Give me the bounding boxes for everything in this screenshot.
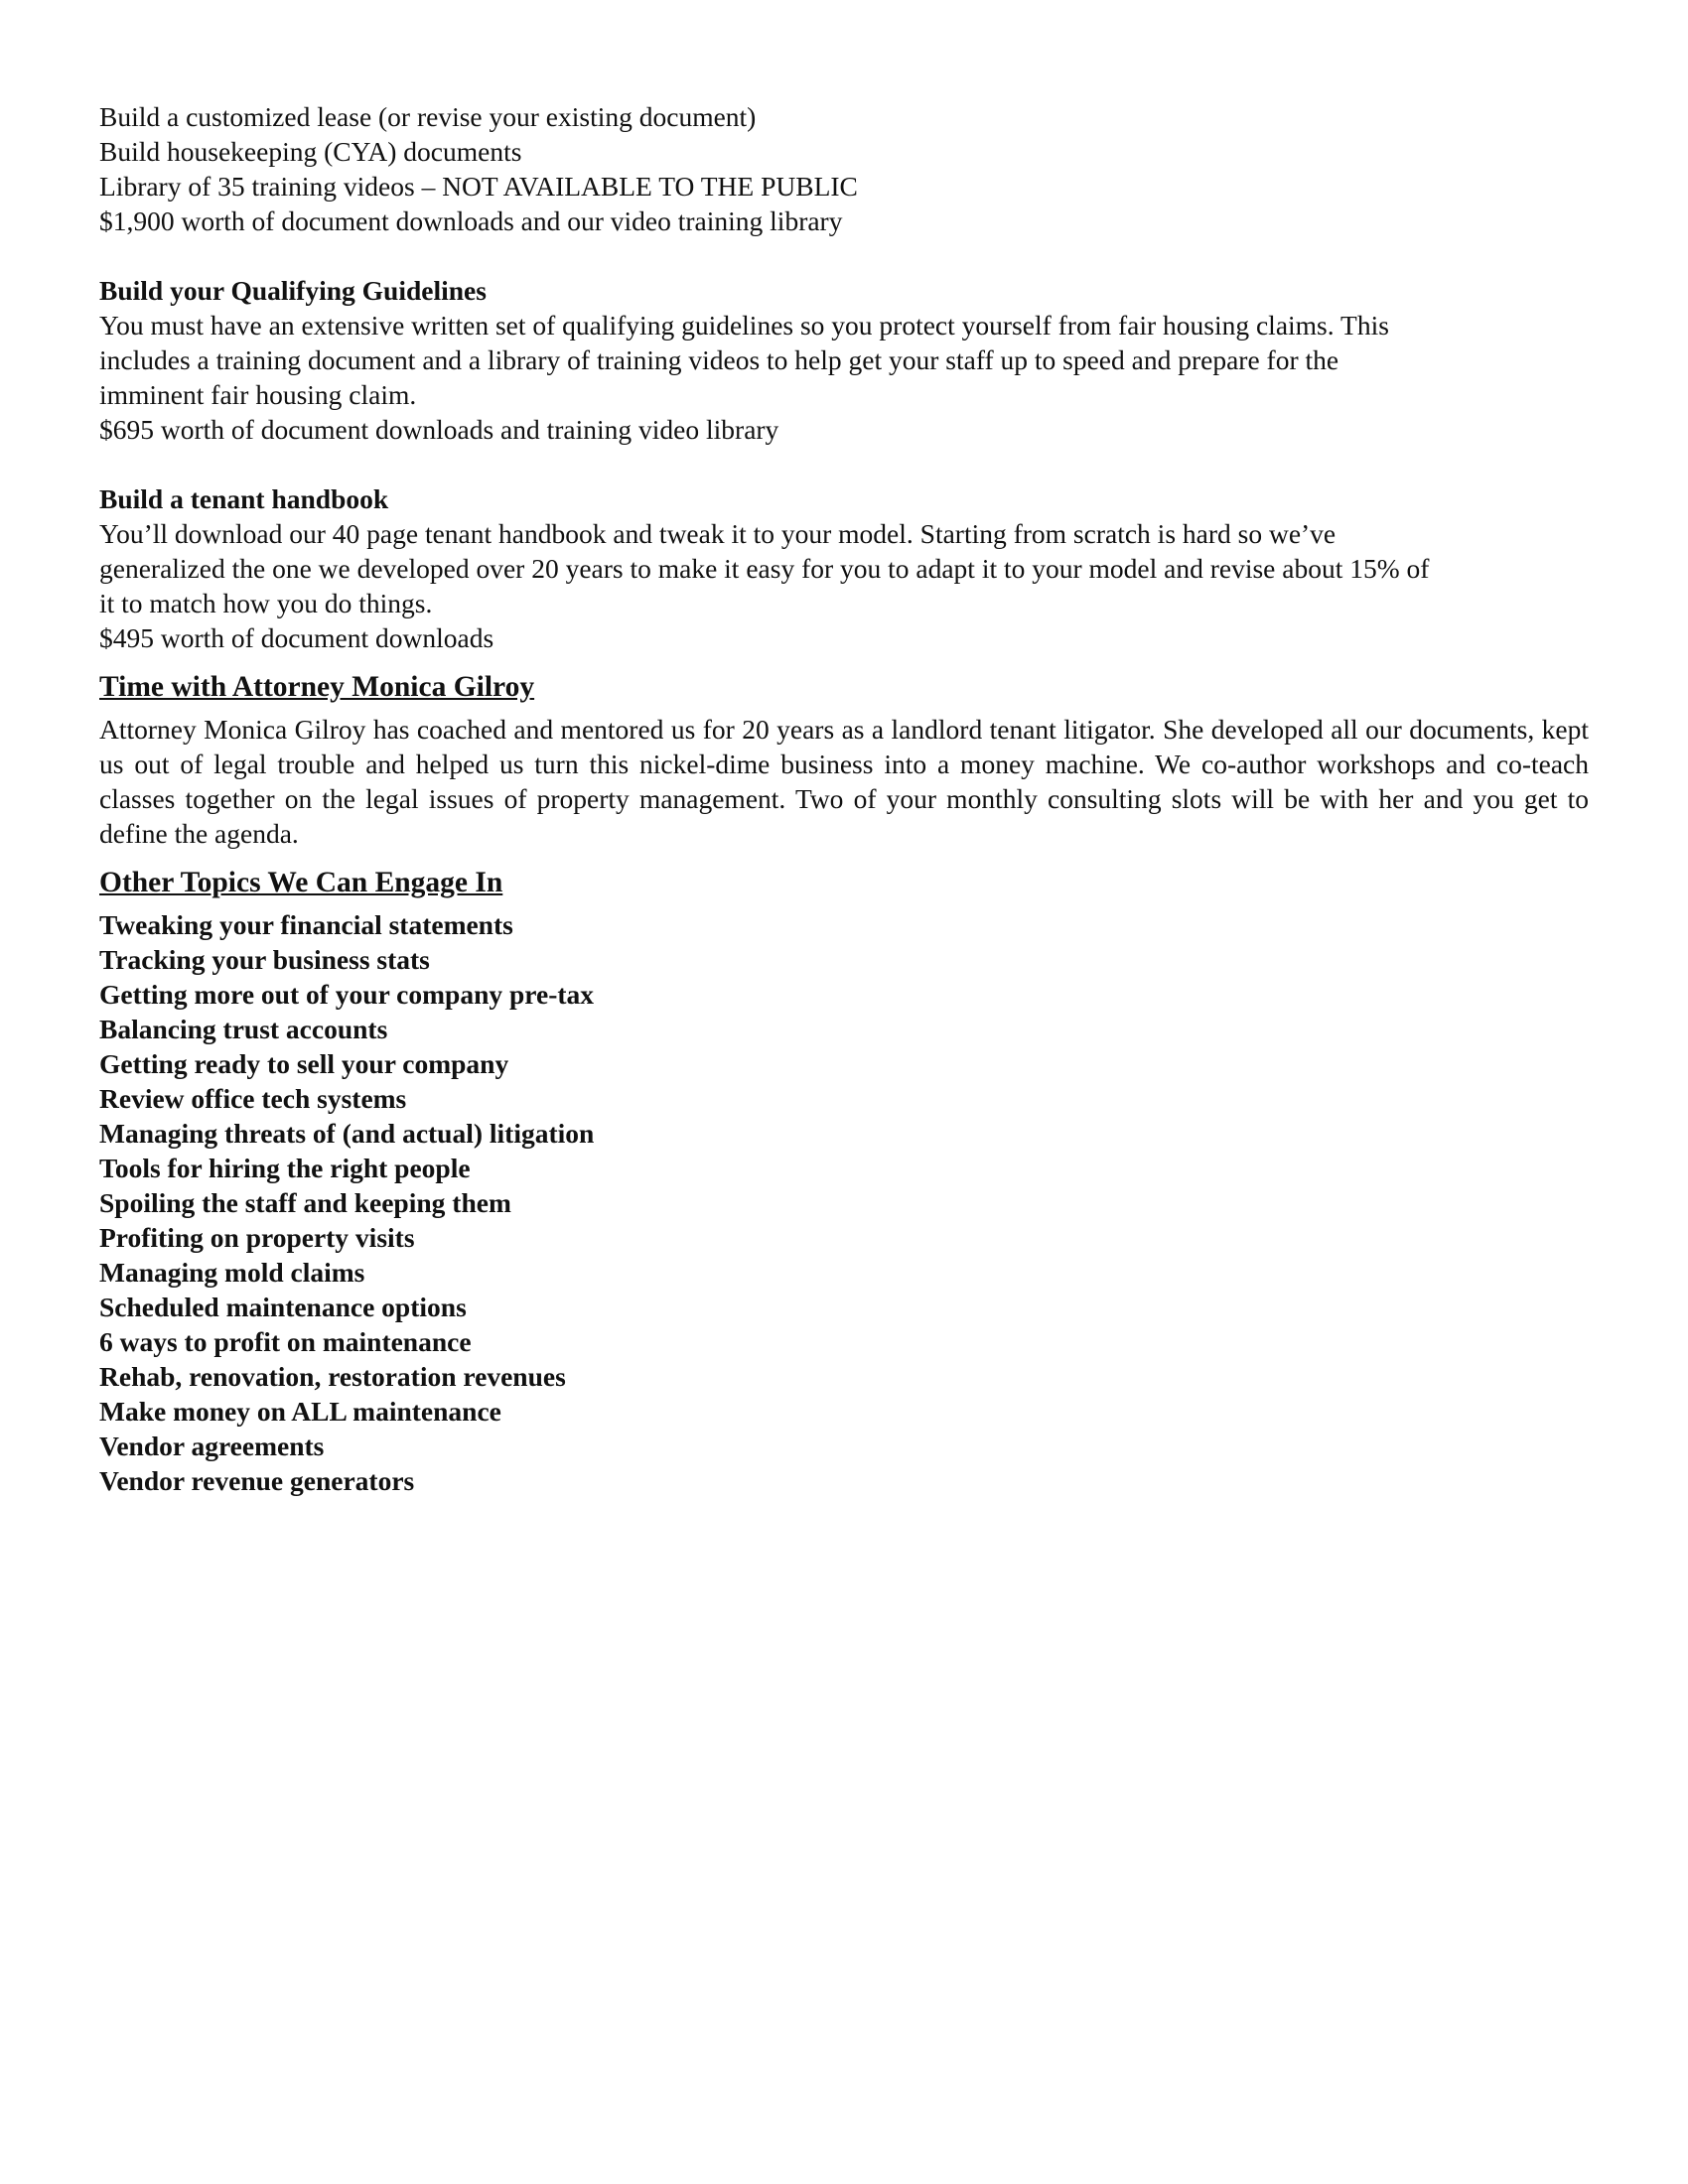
- topics-list: [99, 907, 1589, 1498]
- qualifying-heading: Build your Qualifying Guidelines: [99, 275, 487, 306]
- topic-item: 6 ways to profit on maintenance: [99, 1326, 472, 1357]
- handbook-price: $495 worth of document downloads: [99, 622, 494, 653]
- handbook-heading: Build a tenant handbook: [99, 483, 389, 514]
- topic-item: Managing mold claims: [99, 1257, 365, 1288]
- topic-item: Spoiling the staff and keeping them: [99, 1187, 511, 1218]
- qualifying-section: [99, 273, 1589, 447]
- qualifying-text-line: imminent fair housing claim.: [99, 379, 417, 410]
- topic-item: Tools for hiring the right people: [99, 1153, 471, 1183]
- topic-item: Balancing trust accounts: [99, 1014, 388, 1044]
- handbook-section: [99, 481, 1589, 655]
- topic-item: Review office tech systems: [99, 1083, 407, 1114]
- topic-item: Profiting on property visits: [99, 1222, 415, 1253]
- topic-item: Vendor revenue generators: [99, 1465, 415, 1496]
- attorney-section-title: Time with Attorney Monica Gilroy: [99, 671, 535, 703]
- topic-item: Getting more out of your company pre-tax: [99, 979, 595, 1010]
- intro-line: Library of 35 training videos – NOT AVAILABLE TO THE PUBLIC: [99, 171, 858, 202]
- qualifying-text-line: You must have an extensive written set of qualifying guidelines so you protect yourself from fair housing claims. This: [99, 310, 1389, 341]
- handbook-text-line: You’ll download our 40 page tenant handbook and tweak it to your model. Starting from scratch is hard so we’ve: [99, 518, 1336, 549]
- topics-section-title: Other Topics We Can Engage In: [99, 867, 503, 898]
- qualifying-price: $695 worth of document downloads and training video library: [99, 414, 779, 445]
- topic-item: Scheduled maintenance options: [99, 1292, 467, 1322]
- topic-item: Tweaking your financial statements: [99, 909, 513, 940]
- attorney-paragraph: Attorney Monica Gilroy has coached and mentored us for 20 years as a landlord tenant litigator. She developed all our documents, kept us out of legal trouble and helped us turn this nickel-dime business into a money machine. We co-author workshops and co-teach classes together on the legal issues of property management. Two of your monthly consulting slots will be with her and you get to define the agenda.: [99, 714, 1589, 849]
- topic-item: Make money on ALL maintenance: [99, 1396, 501, 1427]
- topic-item: Tracking your business stats: [99, 944, 430, 975]
- topic-item: Getting ready to sell your company: [99, 1048, 509, 1079]
- intro-list: [99, 99, 1589, 238]
- intro-line: $1,900 worth of document downloads and our video training library: [99, 205, 843, 236]
- topics-section: [99, 865, 1589, 1498]
- intro-line: Build housekeeping (CYA) documents: [99, 136, 522, 167]
- topic-item: Vendor agreements: [99, 1431, 325, 1461]
- handbook-text-line: generalized the one we developed over 20 years to make it easy for you to adapt it to your model and revise about 15% of: [99, 553, 1430, 584]
- qualifying-text-line: includes a training document and a library of training videos to help get your staff up to speed and prepare for the: [99, 344, 1339, 375]
- topic-item: Rehab, renovation, restoration revenues: [99, 1361, 566, 1392]
- intro-line: Build a customized lease (or revise your existing document): [99, 101, 757, 132]
- topic-item: Managing threats of (and actual) litigation: [99, 1118, 595, 1149]
- document-page: [99, 99, 1589, 1498]
- handbook-text-line: it to match how you do things.: [99, 588, 433, 618]
- attorney-section: [99, 669, 1589, 851]
